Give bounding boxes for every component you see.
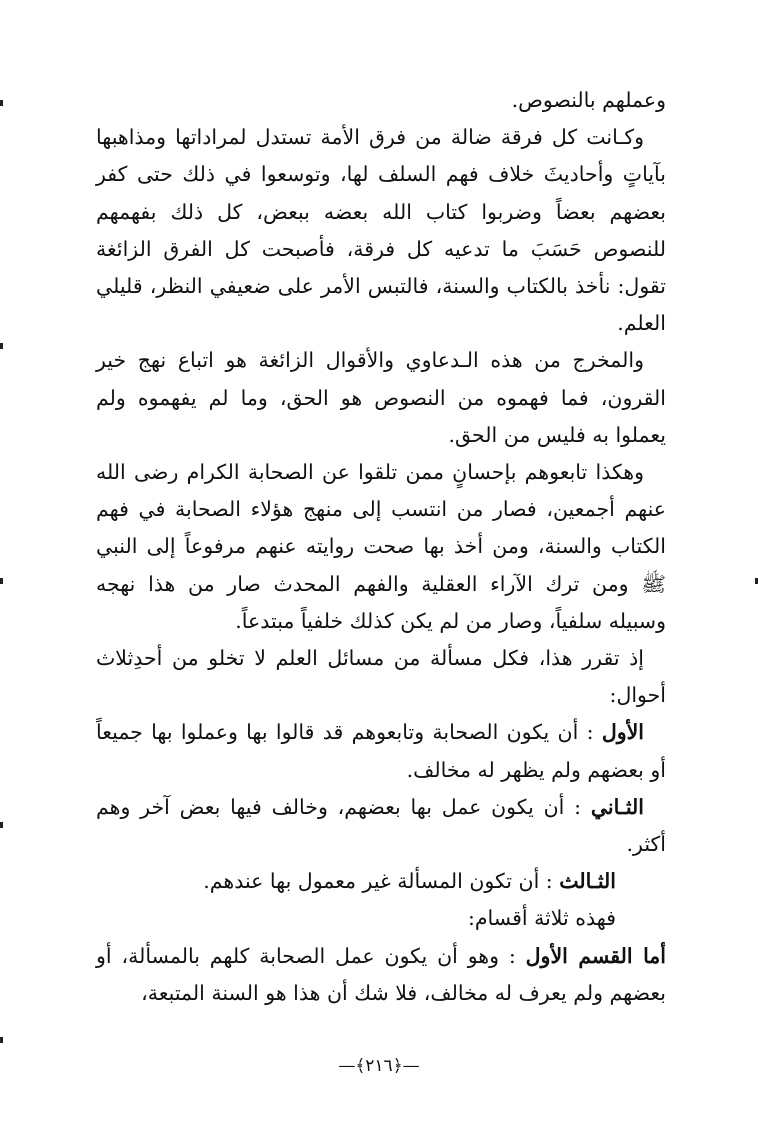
edge-mark [0,1037,3,1043]
paragraph-3 [96,342,666,454]
paragraph-second-case [96,789,666,863]
paragraph-2 [96,119,666,342]
paragraph-4 [96,454,666,640]
paragraph-lead: الأول [601,720,644,745]
paragraph-text: : أن تكون المسألة غير معمول بها عندهم. [203,869,553,894]
paragraph-three-sections [96,900,666,937]
paragraph-lead: الثـاني [590,794,644,819]
edge-mark [0,343,3,349]
paragraph-text: وعملهم بالنصوص. [511,88,666,112]
paragraph-first-section [96,938,666,1012]
edge-mark [0,578,3,584]
paragraph-text: : أن يكون عمل بها بعضهم، وخالف فيها بعض آخر وهم أكثر. [96,794,666,857]
paragraph-text: : وهو أن يكون عمل الصحابة كلهم بالمسألة، أو بعضهم ولم يعرف له مخالف، فلا شك أن هذا هو السنة المتبعة، [96,943,666,1005]
edge-mark [0,100,3,106]
paragraph-lead: الثـالث [559,869,616,894]
page-number: —﴿٢١٦﴾— [338,1056,420,1076]
paragraph-lead: أما القسم الأول [525,943,666,968]
paragraph-third-case [96,863,666,900]
paragraph-text: وكـانت كل فرقة ضالة من فرق الأمة تستدل لمراداتها ومذاهبها بآياتٍ وأحاديثَ خلاف فهم السلف لها، وتوسعوا في ذلك حتى كفر بعضهم بعضاً وضربوا كتاب الله بعضه ببعض، كل ذلك بفهمهم للنصوص حَسَبَ ما تدعيه كل فرقة، فأصبحت كل الفرق الزائغة تقول: نأخذ بالكتاب والسنة، فالتبس الأمر على ضعيفي النظر، قليلي العلم. [96,125,666,336]
page-body [96,82,666,1012]
paragraph-text: : أن يكون الصحابة وتابعوهم قد قالوا بها وعملوا بها جميعاً أو بعضهم ولم يظهر له مخالف. [96,720,666,782]
paragraph-1 [96,82,666,119]
edge-mark [0,822,3,828]
paragraph-text: والمخرج من هذه الـدعاوي والأقوال الزائغة هو اتباع نهج خير القرون، فما فهموه من النصوص هو الحق، وما لم يفهموه ولم يعملوا به فليس من الحق. [96,348,666,447]
paragraph-text: وهكذا تابعوهم بإحسانٍ ممن تلقوا عن الصحابة الكرام رضى الله عنهم أجمعين، فصار من انتسب إلى منهج هؤلاء الصحابة في فهم الكتاب والسنة، ومن أخذ بها صحت روايته عنهم مرفوعاً إلى النبي ﷺ ومن ترك الآراء العقلية والفهم المحدث صار من هذا نهجه وسبيله سلفياً، وصار من لم يكن كذلك خلفياً مبتدعاً. [96,460,666,633]
paragraph-text: فهذه ثلاثة أقسام: [467,906,616,931]
paragraph-5 [96,640,666,714]
paragraph-first-case [96,714,666,788]
paragraph-text: إذ تقرر هذا، فكل مسألة من مسائل العلم لا تخلو من أحدِثلاث أحوال: [96,646,666,708]
